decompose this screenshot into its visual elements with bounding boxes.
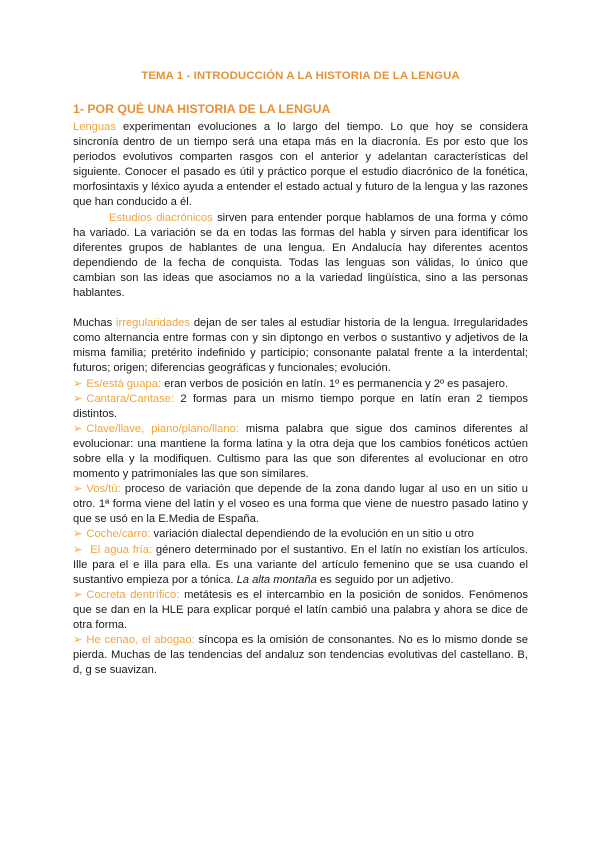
paragraph-lenguas (73, 120, 528, 211)
bullet-text: variación dialectal dependiendo de la evolución en un sitio u otro (150, 528, 474, 541)
list-item (73, 377, 528, 392)
highlight-term: Clave/llave, piano/plano/llano: (86, 422, 239, 435)
bullet-text: proceso de variación que depende de la zona dando lugar al uso en un sitio u otro. 1ª forma viene del latín y el voseo es una forma que viene de nuestro pasado latino y que se usó en la E.Media de España. (73, 483, 528, 526)
arrow-right-icon: ➢ (73, 392, 83, 405)
paragraph-text: Muchas (73, 317, 116, 330)
bullet-text: 2 formas para un mismo tiempo porque en latín eran 2 tiempos distintos. (73, 392, 528, 420)
arrow-right-icon: ➢ (73, 543, 83, 556)
paragraph-estudios (73, 211, 528, 302)
bullet-text: síncopa es la omisión de consonantes. No es lo mismo donde se pierda. Muchas de las tendencias del andaluz son tendencias evolutivas del castellano. B, d, g se suavizan. (73, 634, 528, 677)
list-item (73, 392, 528, 422)
highlight-term: irregularidades (116, 317, 191, 330)
arrow-right-icon: ➢ (73, 422, 83, 435)
paragraph-irregularidades (73, 316, 528, 376)
bullet-text: misma palabra que sigue dos caminos diferentes al evolucionar: una mantiene la forma latina y la otra deja que los cambios fonéticos actúen sobre ella y la modifiquen. Cultismo para las que son diferentes al evolucionar en otro momento y patrimoniales las que son similares. (73, 422, 528, 481)
bullet-text: género determinado por el sustantivo. En el latín no existían los artículos. Ille para el e illa para ella. Es una variante del artículo femenino que se usa cuando el sustantivo empieza por a tónica. (73, 543, 528, 586)
arrow-right-icon: ➢ (73, 483, 83, 496)
arrow-right-icon: ➢ (73, 528, 83, 541)
highlight-term: Cocreta dentrífico: (86, 588, 180, 601)
list-item (73, 633, 528, 678)
list-item (73, 543, 528, 588)
list-item (73, 482, 528, 527)
highlight-term: Vos/tú: (86, 483, 121, 496)
bullet-text: metátesis es el intercambio en la posición de sonidos. Fenómenos que se dan en la HLE para explicar porqué el latín cambió una palabra y ahora se dice de otra forma. (73, 588, 528, 631)
arrow-right-icon: ➢ (73, 634, 83, 647)
document-body (73, 120, 528, 678)
bullet-text: eran verbos de posición en latín. 1º es permanencia y 2º es pasajero. (161, 377, 509, 390)
italic-example: La alta montaña (236, 573, 317, 586)
highlight-term: Cantara/Cantase: (86, 392, 175, 405)
highlight-term: Coche/carro: (86, 528, 151, 541)
section-heading: 1- POR QUÉ UNA HISTORIA DE LA LENGUA (73, 102, 331, 116)
list-item (73, 527, 528, 542)
highlight-term: Estudios diacrónicos (109, 211, 213, 224)
page-title: TEMA 1 - INTRODUCCIÓN A LA HISTORIA DE LA LENGUA (141, 70, 460, 82)
arrow-right-icon: ➢ (73, 377, 83, 390)
bullet-text: es seguido por un adjetivo. (316, 573, 454, 586)
list-item (73, 588, 528, 633)
highlight-term: El agua fría: (86, 543, 153, 556)
paragraph-text: sirven para entender porque hablamos de una forma y cómo ha variado. La variación se da en todas las formas del habla y sirven para identificar los diferentes grupos de hablantes de una lengua. En Andalucía hay diferentes acentos dependiendo de la fecha de conquista. Todas las lenguas son válidas, lo único que cambian son las ideas que asociamos no a la variedad lingüística, sino a las personas hablantes. (73, 211, 528, 300)
list-item (73, 422, 528, 482)
paragraph-text: dejan de ser tales al estudiar historia de la lengua. Irregularidades como alternancia entre formas con y sin diptongo en verbos o sustantivo y adjetivos de la misma familia; pretérito indefinido y participio; consonante palatal frente a la interdental; futuros; origen; diferencias geográficas y funcionales; evolución. (73, 317, 529, 375)
arrow-right-icon: ➢ (73, 588, 83, 601)
highlight-term: Lenguas (73, 121, 116, 133)
paragraph-text: experimentan evoluciones a lo largo del tiempo. Lo que hoy se considera sincronía dentro de un tiempo será una etapa más en la diacronía. Es por esto que los periodos evolutivos comparten rasgos con el anterior y adelantan características del siguiente. Conocer el pasado es útil y práctico porque el estudio diacrónico de la fonética, morfosintaxis y léxico ayuda a entender el estado actual y futuro de la lengua y las razones que han conducido a él. (73, 121, 528, 209)
highlight-term: Es/está guapa: (86, 377, 162, 390)
spacer (73, 301, 528, 316)
highlight-term: He cenao, el abogao: (86, 634, 195, 647)
